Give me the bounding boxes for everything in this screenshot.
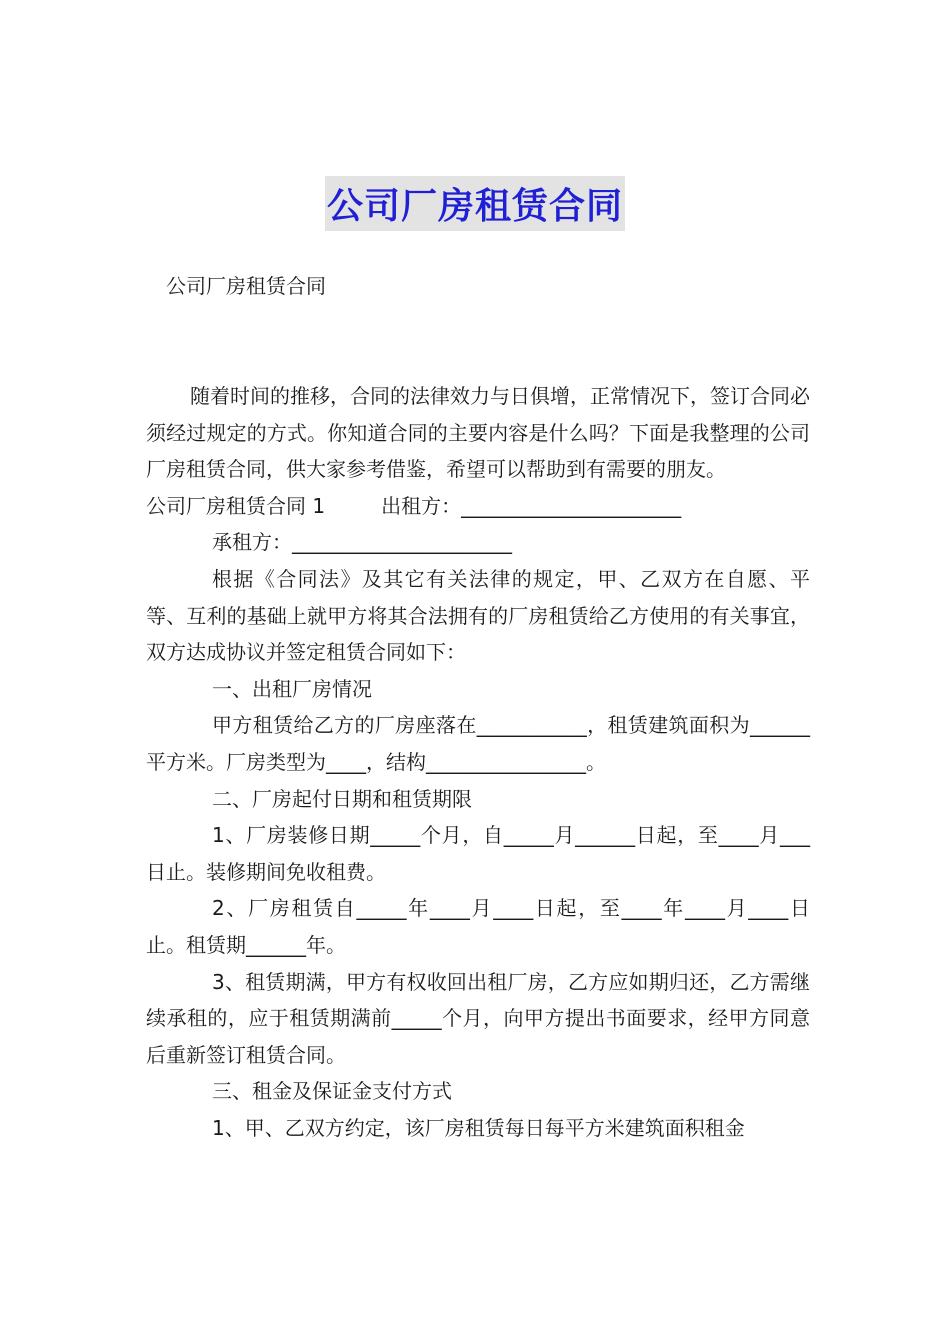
lessor-line: 出租方：______________________ [381,493,682,518]
document-subtitle: 公司厂房租赁合同 [166,274,326,298]
section-2-heading: 二、厂房起付日期和租赁期限 [212,786,472,811]
intro-paragraph: 随着时间的推移，合同的法律效力与日俱增，正常情况下，签订合同必须经过规定的方式。你知道合同的主要内容是什么吗？下面是我整理的公司厂房租赁合同，供大家参考借鉴，希望可以帮助到有需要的朋友。 [146,384,810,482]
document-title: 公司厂房租赁合同 [325,176,625,231]
contract-label: 公司厂房租赁合同 1 [146,493,326,518]
section-1-paragraph: 甲方租赁给乙方的厂房座落在___________，租赁建筑面积为______平方米。厂房类型为____，结构________________。 [146,713,810,774]
lessee-line: 承租方：______________________ [212,530,512,555]
section-2-item-3: 3、租赁期满，甲方有权收回出租厂房，乙方应如期归还，乙方需继续承租的，应于租赁期满前_____个月，向甲方提出书面要求，经甲方同意后重新签订租赁合同。 [146,969,810,1067]
section-2-item-1: 1、厂房装修日期_____个月，自_____月______日起，至____月___日止。装修期间免收租费。 [146,823,810,884]
section-3-heading: 三、租金及保证金支付方式 [212,1079,452,1104]
contract-header-line [146,488,810,525]
basis-paragraph: 根据《合同法》及其它有关法律的规定，甲、乙双方在自愿、平等、互利的基础上就甲方将其合法拥有的厂房租赁给乙方使用的有关事宜，双方达成协议并签定租赁合同如下： [146,566,810,665]
section-2-item-2: 2、厂房租赁自_____年____月____日起，至____年____月____日止。租赁期______年。 [146,896,810,957]
section-1-heading: 一、出租厂房情况 [212,676,372,701]
section-3-item-1: 1、甲、乙双方约定，该厂房租赁每日每平方米建筑面积租金 [212,1115,745,1140]
document-body [146,378,810,1146]
title-wrap [0,176,950,231]
